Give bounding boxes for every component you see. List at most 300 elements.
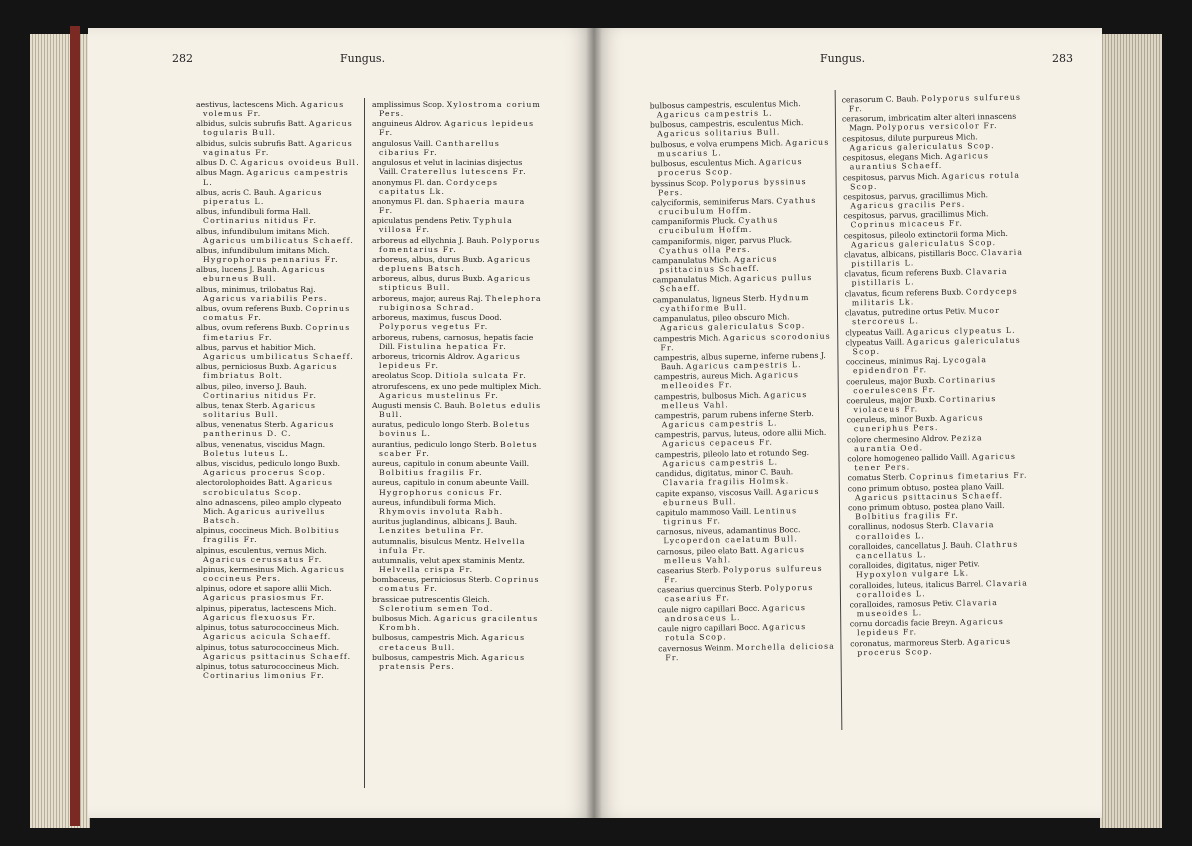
entry-term: Augusti mensis C. Bauh. (372, 400, 467, 410)
entry-term: albus D. C. (196, 158, 239, 168)
index-entry (372, 556, 542, 574)
index-entry (654, 389, 834, 410)
index-entry (196, 382, 360, 400)
entry-term: albus, acris C. Bauh. (196, 187, 277, 197)
index-entry (196, 546, 360, 564)
entry-term: calyciformis, seminiferus Mars. (651, 196, 775, 208)
index-entry (196, 119, 360, 137)
entry-species: Polyporus sulfureus Fr. (664, 563, 823, 585)
entry-species: Coprinus comatus Fr. (203, 304, 351, 323)
index-entry (652, 254, 832, 275)
entry-species: Craterellus lutescens Fr. (400, 167, 527, 177)
index-entry (372, 401, 542, 419)
index-entry (658, 602, 838, 623)
entry-species: Xylostroma corium Pers. (379, 100, 541, 119)
entry-term: arboreus, maximus, fuscus Dood. (372, 313, 502, 323)
index-entry (849, 559, 1029, 580)
entry-term: bulbosus, campestris, esculentus Mich. (649, 118, 804, 130)
index-entry (196, 265, 360, 283)
entry-term: carnosus, niveus, adamantinus Bocc. (656, 525, 801, 537)
entry-species: Polyporus sulfureus Fr. (848, 92, 1022, 114)
entry-species: Cordyceps capitatus Lk. (379, 177, 499, 196)
entry-term: coccineus, minimus Raj. (845, 356, 941, 367)
entry-species: Agaricus scorodonius Fr. (660, 331, 831, 352)
entry-term: candidus, digitatus, minor C. Bauh. (655, 467, 794, 479)
entry-term: amplissimus Scop. (372, 100, 445, 109)
entry-species: Sphaeria maura Fr. (379, 196, 526, 215)
entry-species: Polyporus byssinus Pers. (657, 176, 807, 197)
entry-term: colore chermesino Aldrov. (846, 433, 949, 445)
entry-species: Agaricus tener Pers. (854, 451, 1017, 473)
entry-species: Agaricus coccineus Pers. (203, 565, 346, 584)
index-entry (658, 622, 838, 643)
entry-species: Agaricus procerus Scop. (857, 636, 1012, 658)
entry-species: Hygrophorus pennarius Fr. (203, 255, 339, 264)
entry-species: Agaricus clypeatus L. (906, 325, 1016, 336)
entry-species: Bolbitius fragilis Fr. (379, 468, 483, 478)
entry-species: Boletus scaber Fr. (379, 439, 538, 458)
index-entry (846, 374, 1026, 395)
entry-species: Agaricus campestris L. (685, 360, 802, 371)
entry-term: cono primum obtuso, postea plano Vaill. (847, 501, 1005, 513)
entry-species: Cyathus crucibulum Hoffm. (658, 215, 779, 236)
entry-species: Cortinarius violaceus Fr. (853, 393, 997, 415)
index-entry (196, 584, 360, 602)
entry-species: Agaricus galericulatus Scop. (852, 335, 1021, 357)
index-entry (372, 517, 542, 535)
entry-species: Agaricus fimbriatus Bolt. (203, 362, 338, 381)
entry-term: albus, perniciosus Buxb. (196, 362, 292, 372)
index-entry (196, 623, 360, 641)
entry-term: bulbosus campestris, esculentus Mich. (649, 99, 801, 111)
entry-term: albus, minimus, trilobatus Raj. (196, 284, 316, 294)
entry-species: Coprinus fimetarius Fr. (203, 323, 351, 342)
index-entry (372, 537, 542, 555)
right-column-1 (650, 99, 839, 664)
entry-species: Agaricus acicula Schaeff. (203, 632, 332, 642)
index-entry (654, 350, 834, 371)
entry-term: cespitosus, parvus Mich. (842, 171, 940, 182)
entry-term: albidus, sulcis subrufis Batt. (196, 119, 307, 129)
entry-term: campaniformis, niger, parvus Pluck. (651, 234, 793, 247)
book-page-edges-left (30, 34, 90, 828)
index-entry (196, 227, 360, 245)
entry-species: Agaricus prasiosmus Fr. (203, 593, 325, 603)
index-entry (372, 274, 542, 292)
entry-species: Polyporus vegetus Fr. (379, 322, 489, 332)
entry-species: Agaricus umbilicatus Schaeff. (203, 235, 355, 245)
index-entry (196, 207, 360, 225)
entry-term: clavatus, ficum referens Buxb. (844, 287, 964, 299)
index-entry (846, 355, 1026, 376)
entry-term: albus Magn. (196, 168, 245, 178)
entry-term: cono primum obtuso, postea plano Vaill. (847, 481, 1005, 494)
index-entry (844, 248, 1024, 269)
entry-term: campanulatus Mich. (652, 255, 732, 266)
entry-term: clavatus, albicans, pistillaris Bocc. (844, 248, 979, 260)
entry-species: Agaricus ovoideus Bull. (240, 158, 360, 168)
entry-term: alpinus, totus saturococcineus Mich. (196, 623, 340, 633)
entry-term: campestris, parum rubens inferne Sterb. (654, 408, 814, 421)
entry-species: Coprinus comatus Fr. (379, 575, 540, 594)
index-entry (845, 306, 1025, 327)
index-entry (651, 215, 831, 236)
index-entry (196, 604, 360, 622)
entry-species: Sclerotium semen Tod. (379, 603, 494, 613)
entry-species: Clathrus cancellatus L. (855, 539, 1019, 561)
entry-species: Agaricus melleus Vahl. (663, 544, 806, 565)
index-entry (196, 420, 360, 438)
index-entry (650, 99, 830, 120)
entry-species: Bolbitius fragilis Fr. (855, 510, 960, 522)
entry-species: Agaricus pantherinus D. C. (203, 420, 335, 439)
index-entry (656, 505, 836, 526)
entry-term: colore homogeneo pallido Vaill. (847, 452, 970, 464)
entry-term: coeruleus, major Buxb. (846, 375, 937, 386)
entry-term: casearius Sterb. (656, 565, 721, 576)
entry-species: Hypoxylon vulgare Lk. (856, 568, 970, 580)
entry-species: Lentinus tigrinus Fr. (663, 506, 798, 527)
entry-species: Cortinarius coerulescens Fr. (853, 374, 997, 395)
entry-term: byssinus Scop. (650, 178, 709, 188)
entry-term: comatus Sterb. (847, 472, 907, 483)
entry-term: coronatus, marmoreus Sterb. (850, 637, 965, 649)
entry-term: clavatus, putredine ortus Petiv. (844, 306, 967, 318)
column-rule-left (364, 98, 365, 788)
index-entry (652, 273, 832, 294)
index-entry (652, 234, 832, 255)
entry-term: albus, ovum referens Buxb. (196, 304, 303, 314)
entry-species: Agaricus umbilicatus Schaeff. (203, 351, 355, 361)
entry-species: Coprinus micaceus Fr. (850, 218, 964, 230)
right-column-2 (842, 93, 1031, 659)
entry-species: Polyporus fomentarius Fr. (379, 235, 541, 254)
entry-term: alpinus, kermesinus Mich. (196, 565, 299, 574)
entry-term: alectorolophoides Batt. (196, 478, 287, 488)
index-entry (372, 100, 542, 118)
entry-species: Boletus edulis Bull. (379, 400, 542, 419)
entry-species: Clavaria museoides L. (856, 597, 999, 619)
entry-term: coralloides, luteus, italicus Barrel. (849, 578, 984, 590)
index-entry (850, 636, 1030, 657)
entry-term: bombaceus, perniciosus Sterb. (372, 575, 493, 585)
entry-term: atrorufescens, ex uno pede multiplex Mich. (372, 381, 542, 391)
entry-species: Agaricus procerus Scop. (657, 157, 803, 178)
index-entry (848, 520, 1028, 541)
entry-species: Helvella infula Fr. (379, 536, 526, 555)
index-entry (653, 331, 833, 352)
entry-species: Agaricus procerus Scop. (203, 468, 327, 478)
entry-term: albus, tenax Sterb. (196, 400, 270, 410)
entry-term: autumnalis, bisulcus Mentz. (372, 536, 482, 546)
index-entry (654, 409, 834, 430)
index-entry (657, 583, 837, 604)
index-entry (843, 189, 1023, 210)
entry-term: campestris, bulbosus Mich. (654, 390, 762, 402)
entry-species: Agaricus aurantius Schaeff. (849, 151, 990, 172)
entry-term: arboreus, rubens, carnosus, hepatis facie Dill. (372, 332, 534, 351)
entry-term: coeruleus, major Buxb. (846, 394, 937, 406)
entry-species: Clavaria coralloides L. (855, 520, 995, 541)
index-entry (196, 478, 360, 496)
entry-species: Agaricus pullus Schaeff. (659, 273, 813, 294)
entry-species: Agaricus pratensis Pers. (379, 652, 526, 671)
index-entry (844, 228, 1024, 249)
entry-species: Agaricus androsaceus L. (664, 602, 807, 624)
entry-term: campanulatus, pileo obscuro Mich. (652, 312, 790, 324)
entry-term: angulosus Vaill. (372, 138, 434, 148)
entry-species: Lenzites betulina Fr. (379, 526, 485, 536)
index-entry (657, 564, 837, 585)
entry-species: Bolbitius fragilis Fr. (203, 526, 340, 545)
entry-species: Clavaria pistillaris L. (851, 247, 1024, 269)
page-number-left: 282 (172, 52, 193, 65)
entry-species: Agaricus galericulatus Scop. (849, 140, 995, 153)
entry-species: Agaricus cretaceus Bull. (379, 633, 526, 652)
index-entry (654, 370, 834, 391)
entry-term: anonymus Fl. dan. (372, 196, 444, 206)
index-entry (372, 633, 542, 651)
index-entry (847, 432, 1027, 453)
index-entry (372, 614, 542, 632)
entry-species: Agaricus campestris L. (661, 418, 778, 430)
entry-species: Cortinarius nitidus Fr. (203, 390, 318, 400)
entry-term: albus, pileo, inverso J. Bauh. (196, 381, 307, 391)
entry-species: Fistulina hepatica Fr. (397, 341, 508, 351)
index-entry (657, 544, 837, 565)
entry-term: albus, viscidus, pediculo longo Buxb. (196, 459, 340, 469)
index-entry (372, 478, 542, 496)
index-entry (655, 428, 835, 449)
index-entry (372, 595, 542, 613)
entry-species: Agaricus melleus Vahl. (661, 389, 808, 411)
entry-term: campanulatus, ligneus Sterb. (652, 293, 767, 305)
entry-species: Agaricus campestris L. (662, 457, 779, 469)
index-entry (196, 100, 360, 118)
entry-species: Helvella crispa Fr. (379, 565, 474, 574)
entry-term: clavatus, ficum referens Buxb. (844, 267, 964, 279)
index-entry (848, 481, 1028, 502)
entry-species: Lycoperdon caelatum Bull. (663, 534, 799, 546)
index-entry (372, 294, 542, 312)
index-entry (372, 352, 542, 370)
index-entry (196, 158, 360, 167)
entry-term: arboreus, tricornis Aldrov. (372, 351, 475, 361)
entry-term: albidus, sulcis subrufis Batt. (196, 138, 307, 148)
index-entry (196, 188, 360, 206)
entry-species: Cyathus olla Pers. (658, 244, 751, 256)
entry-term: campestris, pileolo lato et rotundo Seg. (655, 447, 810, 460)
entry-term: angulosus et velut in lacinias disjectus Vaill. (372, 158, 523, 177)
index-entry (372, 371, 542, 380)
index-entry (843, 209, 1023, 230)
index-entry (372, 313, 542, 331)
index-entry (196, 440, 360, 458)
index-entry (849, 539, 1029, 560)
entry-species: Agaricus lepideus Fr. (379, 351, 522, 370)
entry-species: Clavaria pistillaris L. (851, 267, 1008, 288)
entry-term: cornu dorcadis facie Breyn. (849, 618, 958, 629)
index-entry (372, 216, 542, 234)
index-entry (372, 653, 542, 671)
index-entry (372, 158, 542, 176)
entry-species: Agaricus gracilentus Krombh. (379, 614, 539, 633)
index-entry (196, 139, 360, 157)
entry-species: Agaricus galericulatus Scop. (660, 321, 806, 333)
index-entry (651, 176, 831, 197)
index-entry (196, 323, 360, 341)
entry-term: brassicae putrescentis Gleich. (372, 594, 490, 604)
entry-species: Agaricus galericulatus Scop. (850, 237, 997, 250)
entry-species: Agaricus vaginatus Fr. (203, 138, 353, 157)
entry-term: bulbosus, esculentus Mich. (650, 157, 757, 169)
index-entry (196, 362, 360, 380)
index-entry (655, 447, 835, 468)
index-entry (196, 401, 360, 419)
index-entry (372, 139, 542, 157)
entry-term: albus, lucens J. Bauh. (196, 265, 280, 275)
entry-term: cerasorum C. Bauh. (841, 94, 919, 105)
index-entry (651, 157, 831, 178)
entry-term: campestris Mich. (653, 332, 721, 343)
entry-species: Agaricus psittacinus Schaeff. (203, 651, 352, 661)
entry-term: cavernosus Weinm. (658, 642, 734, 653)
index-entry (842, 131, 1022, 152)
entry-species: Agaricus rotula Scop. (849, 170, 1021, 191)
entry-species: Agaricus cuneriphus Pers. (853, 413, 984, 434)
entry-species: Agaricus variabilis Pers. (203, 293, 328, 303)
entry-species: Boletus bovinus L. (379, 420, 531, 439)
entry-term: coralloides, cancellatus J. Bauh. (848, 540, 973, 552)
index-entry (653, 312, 833, 333)
entry-term: casearius quercinus Sterb. (657, 584, 762, 595)
index-entry (196, 246, 360, 264)
index-entry (196, 662, 360, 680)
index-entry (843, 170, 1023, 191)
entry-species: Agaricus eburneus Bull. (662, 486, 820, 507)
entry-term: coralloides, digitatus, niger Petiv. (848, 559, 980, 571)
index-entry (651, 195, 831, 216)
entry-species: Agaricus muscarius L. (657, 137, 830, 159)
entry-term: alpinus, totus saturococcineus Mich. (196, 642, 340, 652)
index-entry (372, 197, 542, 215)
book-gutter (586, 28, 602, 818)
entry-species: Boletus luteus L. (203, 448, 290, 458)
entry-term: aureus, capitulo in conum abeunte Vaill. (372, 459, 530, 469)
entry-species: Agaricus cepaceus Fr. (661, 438, 774, 449)
entry-term: anonymus Fl. dan. (372, 177, 444, 187)
entry-species: Peziza aurantia Oed. (854, 432, 983, 454)
entry-species: Agaricus depluens Batsch. (379, 255, 532, 274)
index-entry (847, 413, 1027, 434)
entry-species: Agaricus volemus Fr. (203, 100, 345, 119)
entry-species: Agaricus lepideus Fr. (379, 119, 535, 138)
index-entry (372, 236, 542, 254)
index-entry (656, 486, 836, 507)
entry-species: Agaricus campestris L. (656, 108, 773, 120)
entry-species: Agaricus piperatus L. (203, 187, 323, 206)
index-entry (372, 459, 542, 477)
entry-term: cerasorum, imbricatim alter alteri innascens Magn. (841, 112, 1017, 133)
left-column-2 (372, 100, 542, 672)
index-entry (372, 440, 542, 458)
entry-species: Agaricus eburneus Bull. (203, 265, 326, 284)
entry-term: alpinus, coccineus Mich. (196, 526, 293, 536)
index-entry (848, 501, 1028, 522)
entry-term: bulbosus Mich. (372, 614, 432, 624)
index-entry (196, 565, 360, 583)
entry-species: Cantharellus cibarius Fr. (379, 138, 500, 157)
page-number-right: 283 (1052, 52, 1073, 65)
entry-species: Cortinarius limonius Fr. (203, 670, 325, 680)
index-entry (196, 343, 360, 361)
index-entry (842, 93, 1022, 114)
entry-term: albus, parvus et habitior Mich. (196, 342, 316, 352)
entry-species: Coprinus fimetarius Fr. (909, 470, 1028, 482)
entry-term: bulbosus, campestris Mich. (372, 652, 479, 662)
entry-term: cespitosus, parvus, gracillimus Mich. (843, 209, 989, 221)
entry-term: alpinus, esculentus, vernus Mich. (196, 545, 327, 555)
entry-species: Clavaria coralloides L. (856, 578, 1029, 599)
entry-term: campestris, parvus, luteus, odore allii Mich. (654, 428, 827, 440)
entry-term: campestris, albus superne, inferne rubens J. Bauh. (653, 350, 826, 372)
entry-species: Agaricus aurivellus Batsch. (203, 506, 326, 525)
index-entry (196, 643, 360, 661)
entry-species: Hygrophorus conicus Fr. (379, 487, 503, 497)
entry-species: Agaricus cerussatus Fr. (203, 554, 323, 564)
entry-term: bulbosus, campestris Mich. (372, 633, 479, 643)
entry-species: Clavaria fragilis Holmsk. (662, 476, 790, 488)
entry-species: Rhymovis involuta Rabh. (379, 506, 504, 516)
entry-term: cespitosus, parvus, gracillimus Mich. (843, 190, 989, 202)
entry-term: capite expanso, viscosus Vaill. (655, 487, 774, 498)
entry-term: areolatus Scop. (372, 371, 433, 381)
entry-species: Agaricus lepideus Fr. (856, 617, 1005, 638)
index-entry (372, 255, 542, 273)
entry-term: arboreus, major, aureus Raj. (372, 293, 483, 303)
entry-term: capitulo mammoso Vaill. (655, 506, 752, 518)
index-entry (372, 498, 542, 516)
entry-species: Hydnum cyathiforme Bull. (659, 292, 810, 314)
entry-species: Agaricus scrobiculatus Scop. (203, 478, 334, 497)
entry-term: clypeatus Vaill. (845, 326, 905, 337)
entry-species: Cyathus crucibulum Hoffm. (658, 195, 817, 217)
entry-term: corallinus, nodosus Sterb. (848, 521, 951, 532)
entry-term: caule nigro capillari Bocc. (657, 622, 761, 634)
entry-species: Cordyceps militaris Lk. (851, 286, 1018, 308)
entry-species: Agaricus psittacinus Schaeff. (659, 254, 778, 275)
index-entry (844, 267, 1024, 288)
index-entry (655, 467, 835, 488)
entry-term: albus, infundibuli forma Hall. (196, 207, 311, 217)
entry-species: Agaricus togularis Bull. (203, 119, 353, 138)
entry-species: Agaricus gracilis Pers. (850, 199, 966, 211)
entry-term: arboreus ad ellychnia J. Bauh. (372, 235, 489, 245)
entry-term: cespitosus, pileolo extinctorii forma Mich. (843, 228, 1008, 241)
entry-term: cespitosus, elegans Mich. (842, 151, 943, 163)
index-entry (196, 304, 360, 322)
running-head-right: Fungus. (820, 52, 866, 65)
running-head-left: Fungus. (340, 52, 386, 65)
entry-species: Cortinarius nitidus Fr. (203, 216, 318, 226)
index-entry (849, 578, 1029, 599)
entry-species: Thelephora rubiginosa Schrad. (379, 293, 542, 312)
entry-species: Agaricus mustelinus Fr. (379, 390, 500, 400)
index-entry (842, 112, 1022, 133)
entry-term: clypeatus Vaill. (845, 337, 905, 348)
entry-species: Agaricus solitarius Bull. (203, 400, 317, 419)
index-entry (196, 168, 360, 186)
